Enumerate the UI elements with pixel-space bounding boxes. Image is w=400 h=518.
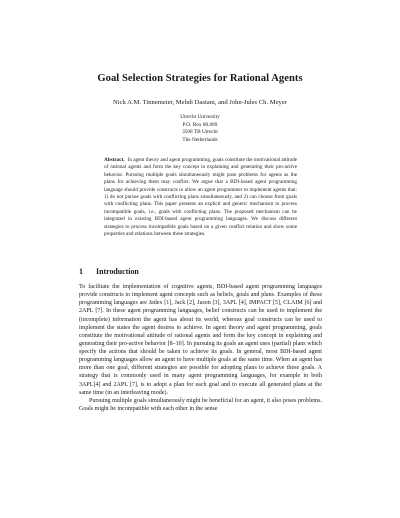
affiliation-line: P.O. Box 80.089 [182,121,218,128]
affiliation-line: 3508 TB Utrecht [182,129,218,135]
body-text [79,283,322,413]
abstract-text: In agent theory and agent programming, goals constitute the motivational attitude of rational agents and form the key concept in explaining and generating their pro-active behavior. Pursuing multiple goals simultaneously might pose problems for agents as the plans for achieving them may conflict. We argue that a BDI-based agent programming language should provide constructs to allow an agent programmer to implement agents that: 1) do not pursue goals with conflicting plans simultaneously, and 2) can choose from goals with conflicting plans. This paper presents an explicit and generic mechanism to process incompatible goals, i.e., goals with conflicting plans. The proposed mechanism can be integrated in existing BDI-based agent programming languages. We discuss different strategies to process incompatible goals based on a given conflict relation and show some properties and relations between these strategies. [104,157,297,238]
paragraph: To facilitate the implementation of cognitive agents, BDI-based agent programming languages provide constructs to implement agent concepts such as beliefs, goals and plans. Examples of these programming languages are Jadex [1], Jack [2], Jason [3], 3APL [4], IMPACT [5], CLAIM [6] and 2APL [7]. In these agent programming languages, belief constructs can be used to implement the (incomplete) information the agent has about its world, whereas goal constructs can be used to implement the states the agent desires to achieve. In agent theory and agent programming, goals constitute the motivational attitude of rational agents and form the key concept in explaining and generating their pro-active behavior [8–10]. In pursuing its goals an agent uses (partial) plans which specify the actions that should be taken to achieve its goals. In general, most BDI-based agent programming languages allow an agent to have multiple goals at the same time. When an agent has more than one goal, different strategies are possible for adopting plans to achieve these goals. A strategy that is commonly used in many agent programming languages, for example in both 3APL[4] and 2APL [7], is to adopt a plan for each goal and to execute all generated plans at the same time (in an interleaving mode). [79,284,322,396]
abstract [104,157,297,238]
section-number: 1 [79,267,83,276]
paragraph: Pursuing multiple goals simultaneously might be beneficial for an agent, it also poses problems. Goals might be incompatible with each other in the sense [79,397,322,412]
abstract-label: Abstract. [104,157,125,163]
paper-title: Goal Selection Strategies for Rational Agents [97,73,303,84]
section-heading [79,267,139,276]
author-list: Nick A.M. Tinnemeier, Mehdi Dastani, and John-Jules Ch. Meyer [113,99,287,106]
section-title: Introduction [96,267,139,276]
affiliation-line: The Netherlands [182,136,218,143]
affiliation-block [0,114,400,144]
affiliation-line: Utrecht University [180,114,220,120]
